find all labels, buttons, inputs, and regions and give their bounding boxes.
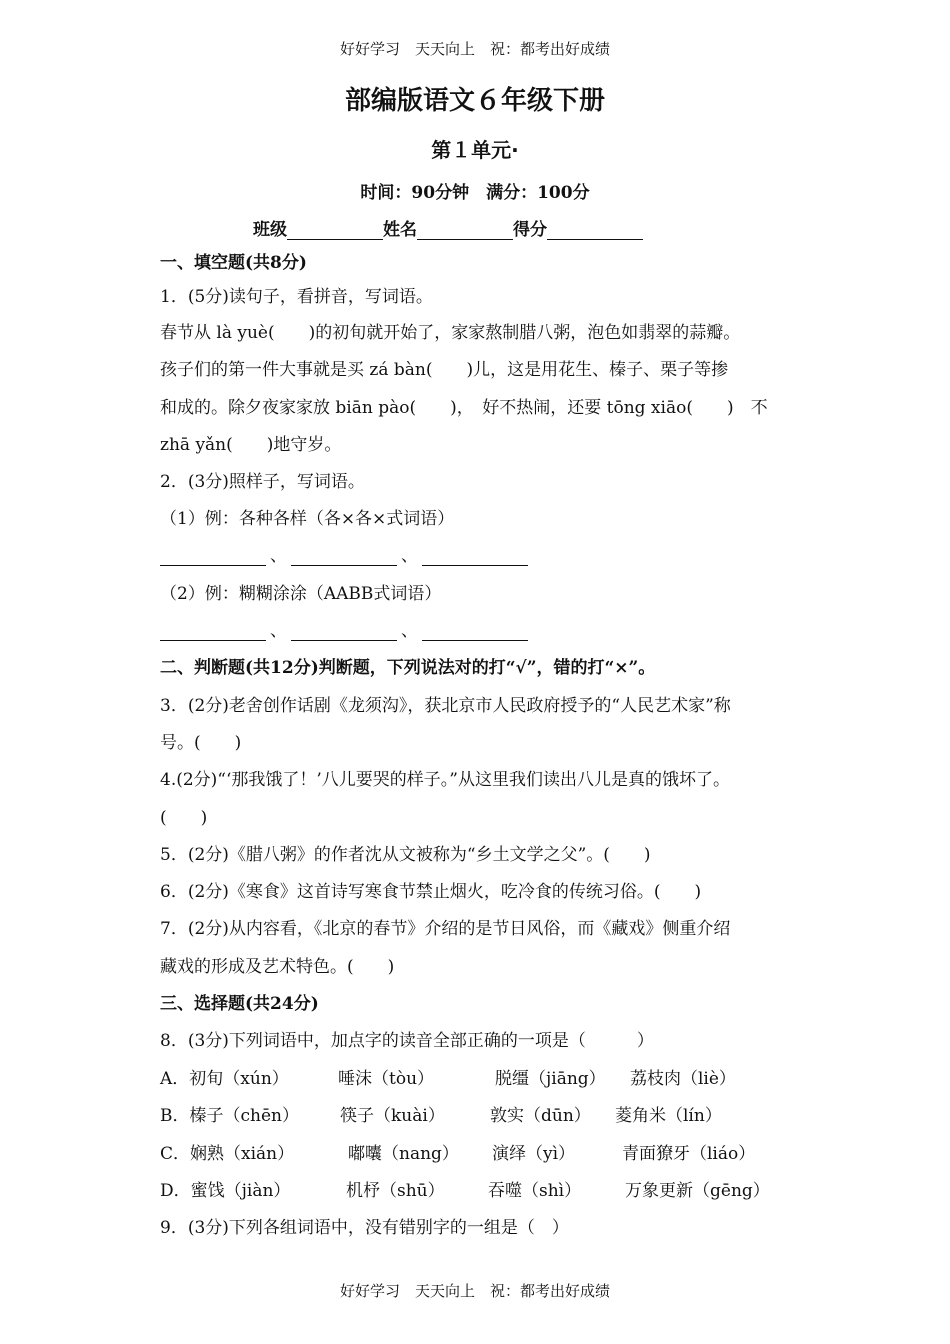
option-a[interactable] [160,1064,736,1089]
option-item: 敦实（dūn） [490,1106,591,1126]
section1-heading: 一、填空题(共8分) [160,253,307,273]
option-item: 青面獠牙（liáo） [622,1144,756,1164]
q1-stem: 1．(5分)读句子，看拼音，写词语。 [160,287,433,307]
separator: 、 [270,621,287,641]
q2-example-2: （2）例：糊糊涂涂（AABB式词语） [160,584,442,604]
page-footer: 好好学习 天天向上 祝：都考出好成绩 [339,1282,610,1300]
q5-line: 5．(2分)《腊八粥》的作者沈从文被称为“乡土文学之父”。( ) [160,845,651,865]
time-score: 时间：90分钟 满分：100分 [360,183,590,203]
section2-heading: 二、判断题(共12分)判断题，下列说法对的打“√”，错的打“×”。 [160,658,656,678]
doc-title: 部编版语文６年级下册 [344,86,605,116]
q1-line: zhā yǎn( )地守岁。 [160,435,342,455]
q8-stem: 8．(3分)下列词语中，加点字的读音全部正确的一项是（ ） [160,1031,654,1051]
option-item: A．初旬（xún） [160,1069,289,1089]
q2-answer-row-2 [160,616,528,641]
option-item: C．娴熟（xián） [160,1144,295,1164]
separator: 、 [401,621,418,641]
score-label: 得分 [513,220,547,240]
answer-blank[interactable] [291,549,397,566]
answer-blank[interactable] [160,624,266,641]
q7-line: 藏戏的形成及艺术特色。( ) [160,957,395,977]
option-item: 机杼（shū） [346,1181,445,1201]
answer-blank[interactable] [422,624,528,641]
q1-line: 和成的。除夕夜家家放 biān pào( )， 好不热闹，还要 tōng xiāo( ) 不 [160,398,768,418]
page-header: 好好学习 天天向上 祝：都考出好成绩 [339,40,610,58]
option-item: 荔枝肉（liè） [630,1069,736,1089]
answer-blank[interactable] [160,549,266,566]
q1-line: 春节从 là yuè( )的初旬就开始了，家家熬制腊八粥，泡色如翡翠的蒜瓣。 [160,323,741,343]
q9-stem: 9．(3分)下列各组词语中，没有错别字的一组是（ ） [160,1218,569,1238]
option-item: D．蜜饯（jiàn） [160,1181,291,1201]
q6-line: 6．(2分)《寒食》这首诗写寒食节禁止烟火，吃冷食的传统习俗。( ) [160,882,702,902]
option-item: 万象更新（gēng） [625,1181,770,1201]
q4-line: 4.(2分)“‘那我饿了！’八儿要哭的样子。”从这里我们读出八儿是真的饿坏了。 [160,770,730,790]
option-b[interactable] [160,1101,722,1126]
separator: 、 [401,546,418,566]
q1-line: 孩子们的第一件大事就是买 zá bàn( )儿，这是用花生、榛子、栗子等掺 [160,360,729,380]
name-label: 姓名 [383,220,417,240]
q3-line: 3．(2分)老舍创作话剧《龙须沟》，获北京市人民政府授予的“人民艺术家”称 [160,696,731,716]
q4-line: ( ) [160,808,208,828]
option-item: 演绎（yì） [492,1144,576,1164]
option-item: 脱缰（jiāng） [495,1069,606,1089]
q3-line: 号。( ) [160,733,242,753]
q7-line: 7．(2分)从内容看，《北京的春节》介绍的是节日风俗，而《藏戏》侧重介绍 [160,919,731,939]
q2-example-1: （1）例：各种各样（各×各×式词语） [160,509,455,529]
student-info [253,215,643,240]
q2-stem: 2．(3分)照样子，写词语。 [160,472,365,492]
section3-heading: 三、选择题(共24分) [160,994,319,1014]
option-item: B．榛子（chēn） [160,1106,299,1126]
answer-blank[interactable] [422,549,528,566]
class-label: 班级 [253,220,287,240]
option-c[interactable] [160,1139,755,1164]
q2-answer-row-1 [160,541,528,566]
option-item: 菱角米（lín） [615,1106,722,1126]
option-item: 吞噬（shì） [488,1181,582,1201]
unit-title: 第１单元· [431,138,519,162]
answer-blank[interactable] [291,624,397,641]
option-item: 筷子（kuài） [340,1106,445,1126]
class-field[interactable] [287,221,383,240]
option-d[interactable] [160,1176,770,1201]
score-field[interactable] [547,221,643,240]
option-item: 唾沫（tòu） [338,1069,435,1089]
option-item: 嘟囔（nang） [348,1144,459,1164]
name-field[interactable] [417,221,513,240]
separator: 、 [270,546,287,566]
